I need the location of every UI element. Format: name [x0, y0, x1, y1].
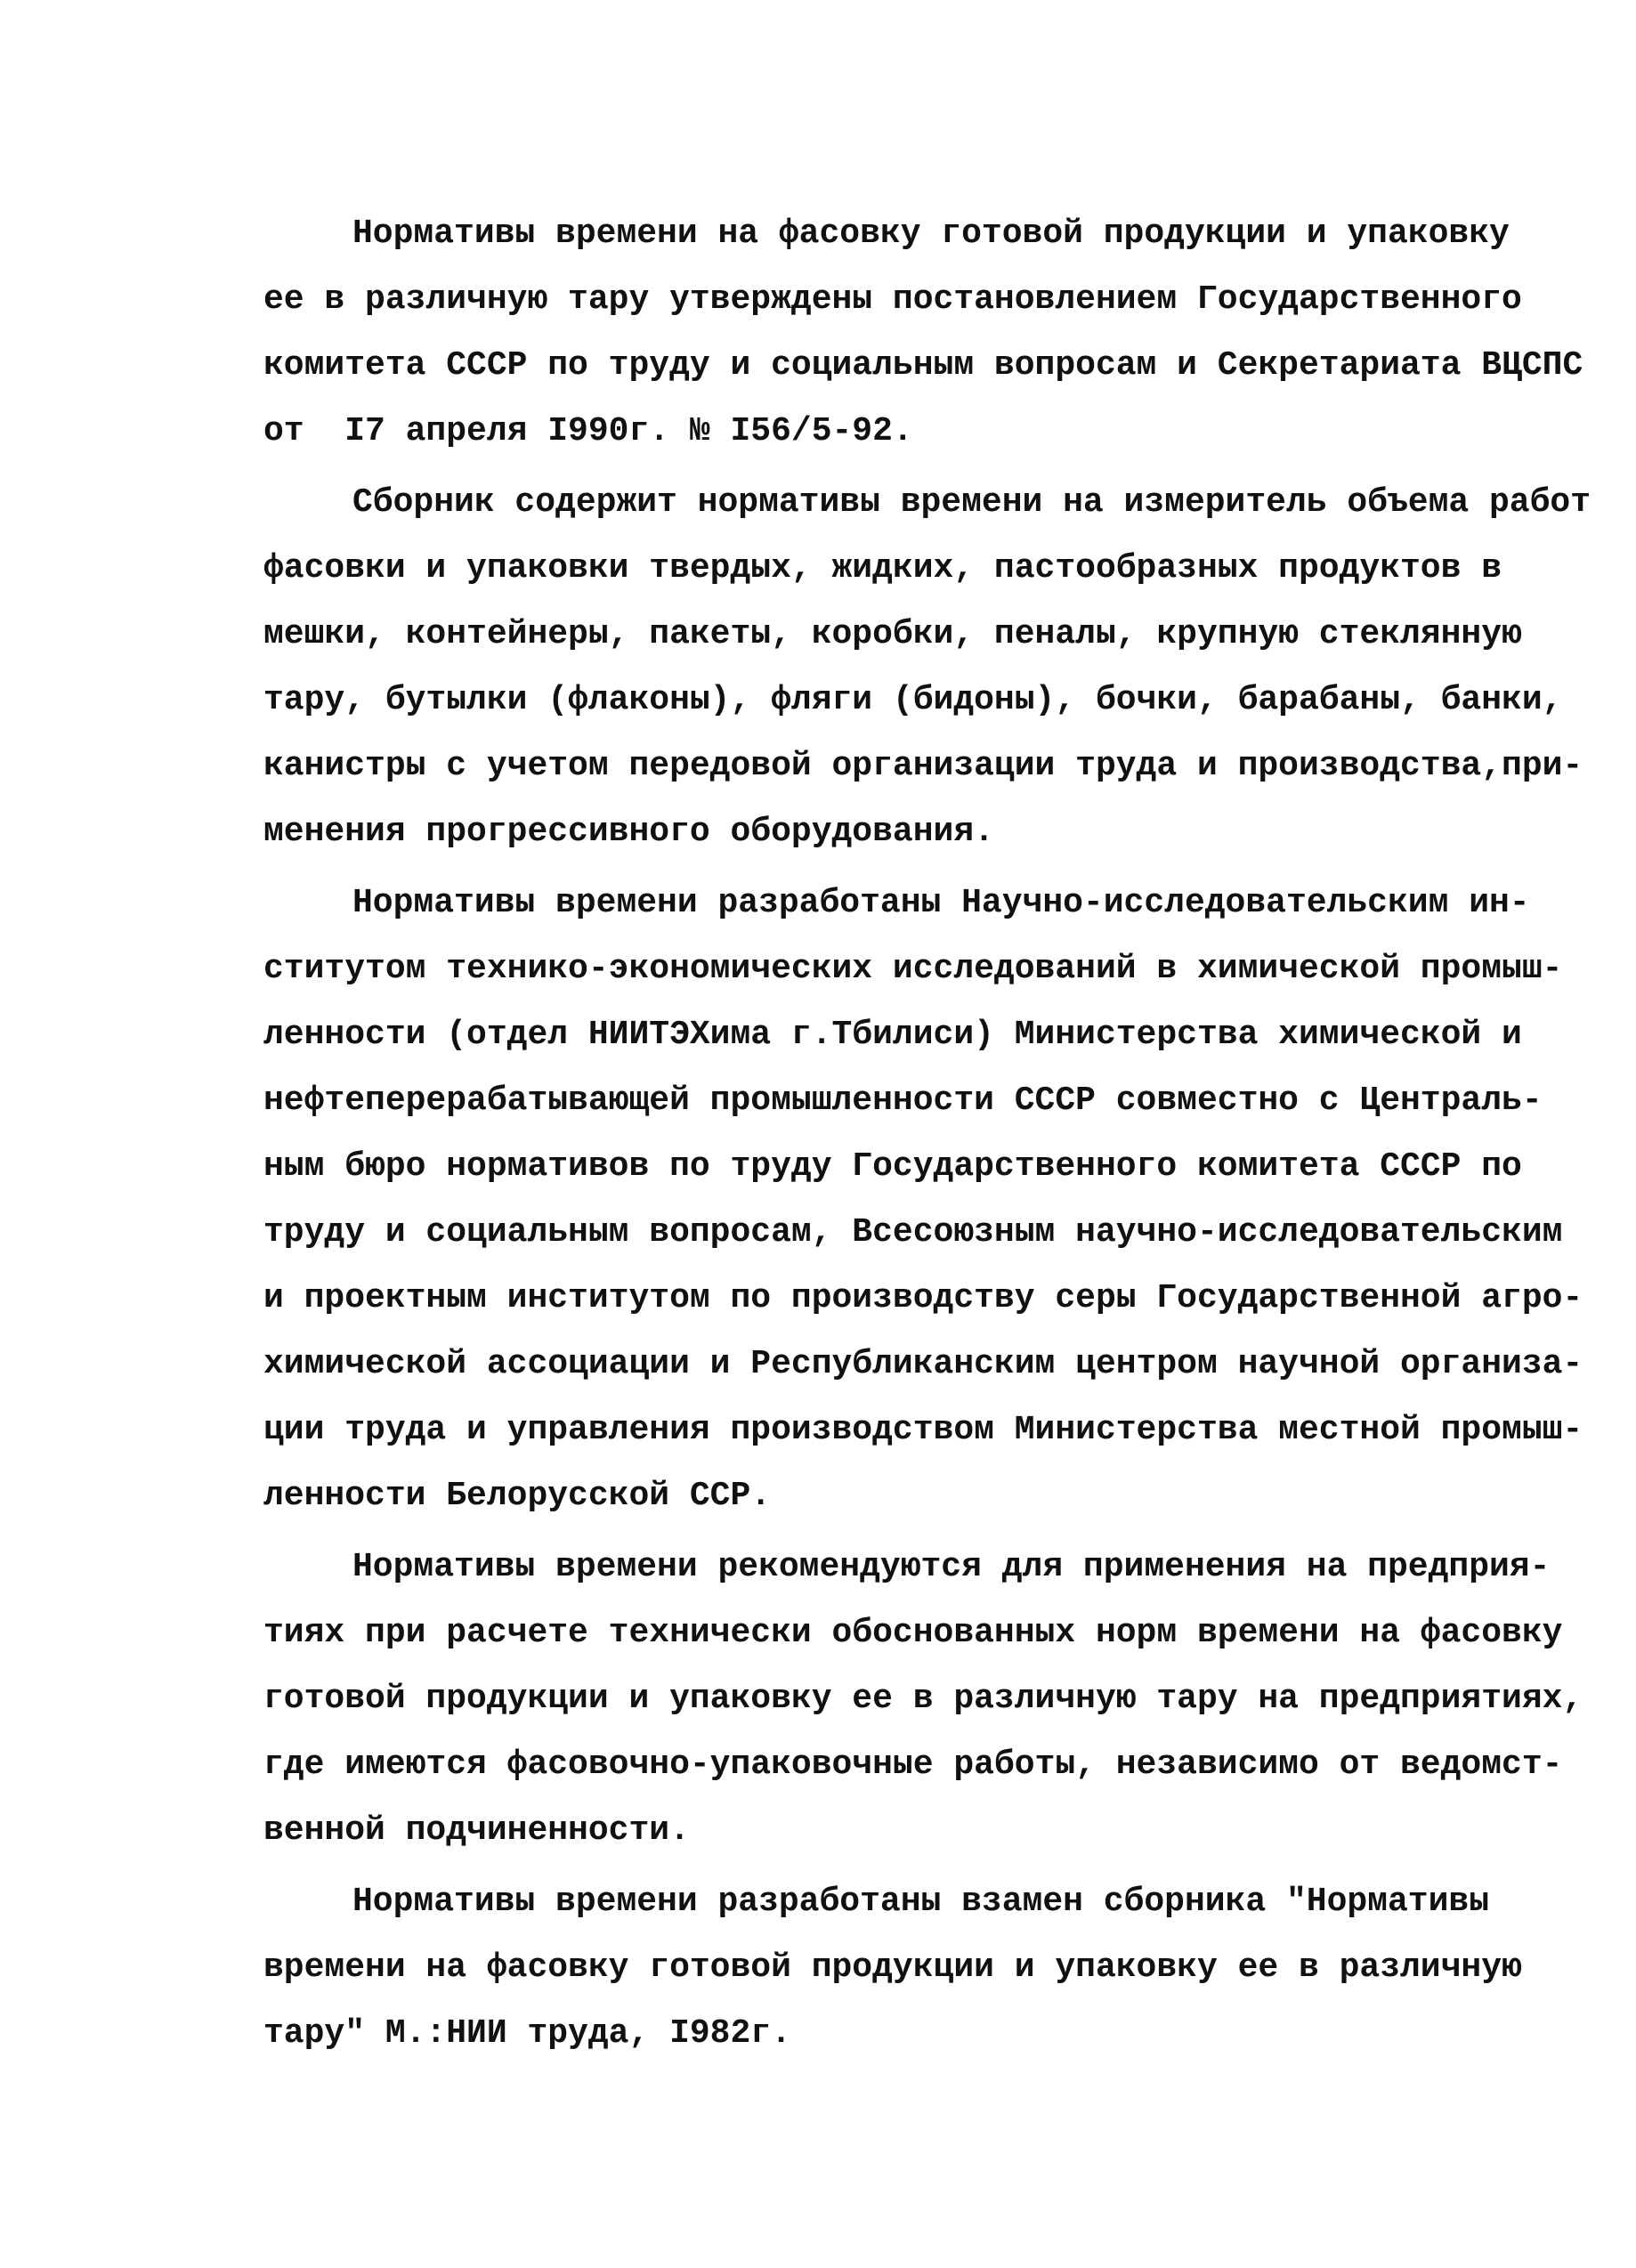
text-line: времени на фасовку готовой продукции и упаковку ее в различную: [263, 1948, 1522, 1987]
text-line: менения прогрессивного оборудования.: [263, 813, 994, 851]
text-line: ленности (отдел НИИТЭХима г.Тбилиси) Министерства химической и: [263, 1016, 1522, 1054]
paragraph-developers: [263, 871, 1583, 1529]
text-line: химической ассоциации и Республиканским центром научной организа-: [263, 1345, 1583, 1383]
paragraph-contents: [263, 470, 1591, 865]
text-line: венной подчиненности.: [263, 1811, 690, 1850]
text-line: мешки, контейнеры, пакеты, коробки, пеналы, крупную стеклянную: [263, 615, 1522, 653]
text-line: тару" М.:НИИ труда, I982г.: [263, 2014, 791, 2053]
text-line: ным бюро нормативов по труду Государственного комитета СССР по: [263, 1147, 1522, 1186]
paragraph-recommendation: [263, 1535, 1583, 1864]
text-line: Сборник содержит нормативы времени на измеритель объема работ: [352, 483, 1591, 522]
text-line: и проектным институтом по производству серы Государственной агро-: [263, 1279, 1583, 1317]
text-line: где имеются фасовочно-упаковочные работы, независимо от ведомст-: [263, 1746, 1563, 1784]
text-line: ее в различную тару утверждены постановлением Государственного: [263, 280, 1522, 319]
text-line: тару, бутылки (флаконы), фляги (бидоны), бочки, барабаны, банки,: [263, 681, 1563, 719]
text-line: Нормативы времени рекомендуются для применения на предприя-: [352, 1548, 1551, 1586]
paragraph-approval: [263, 201, 1583, 465]
text-line: Нормативы времени разработаны Научно-исследовательским ин-: [352, 884, 1530, 922]
text-line: фасовки и упаковки твердых, жидких, пастообразных продуктов в: [263, 549, 1502, 587]
text-line: готовой продукции и упаковку ее в различную тару на предприятиях,: [263, 1680, 1583, 1718]
text-line: ленности Белорусской ССР.: [263, 1477, 772, 1515]
text-line: нефтеперерабатывающей промышленности СССР совместно с Централь-: [263, 1081, 1543, 1120]
text-line: ститутом технико-экономических исследований в химической промыш-: [263, 950, 1563, 988]
text-line: тиях при расчете технически обоснованных норм времени на фасовку: [263, 1614, 1563, 1652]
text-line: комитета СССР по труду и социальным вопросам и Секретариата ВЦСПС: [263, 346, 1583, 385]
paragraph-replacement: [263, 1869, 1527, 2067]
document-body: [263, 201, 1591, 2067]
text-line: канистры с учетом передовой организации труда и производства,при-: [263, 747, 1583, 785]
text-line: ции труда и управления производством Министерства местной промыш-: [263, 1411, 1583, 1449]
text-line: Нормативы времени разработаны взамен сборника "Нормативы: [352, 1883, 1490, 1921]
text-line: труду и социальным вопросам, Всесоюзным научно-исследовательским: [263, 1213, 1563, 1251]
text-line: Нормативы времени на фасовку готовой продукции и упаковку: [352, 215, 1510, 253]
text-line: от I7 апреля I990г. № I56/5-92.: [263, 412, 913, 450]
